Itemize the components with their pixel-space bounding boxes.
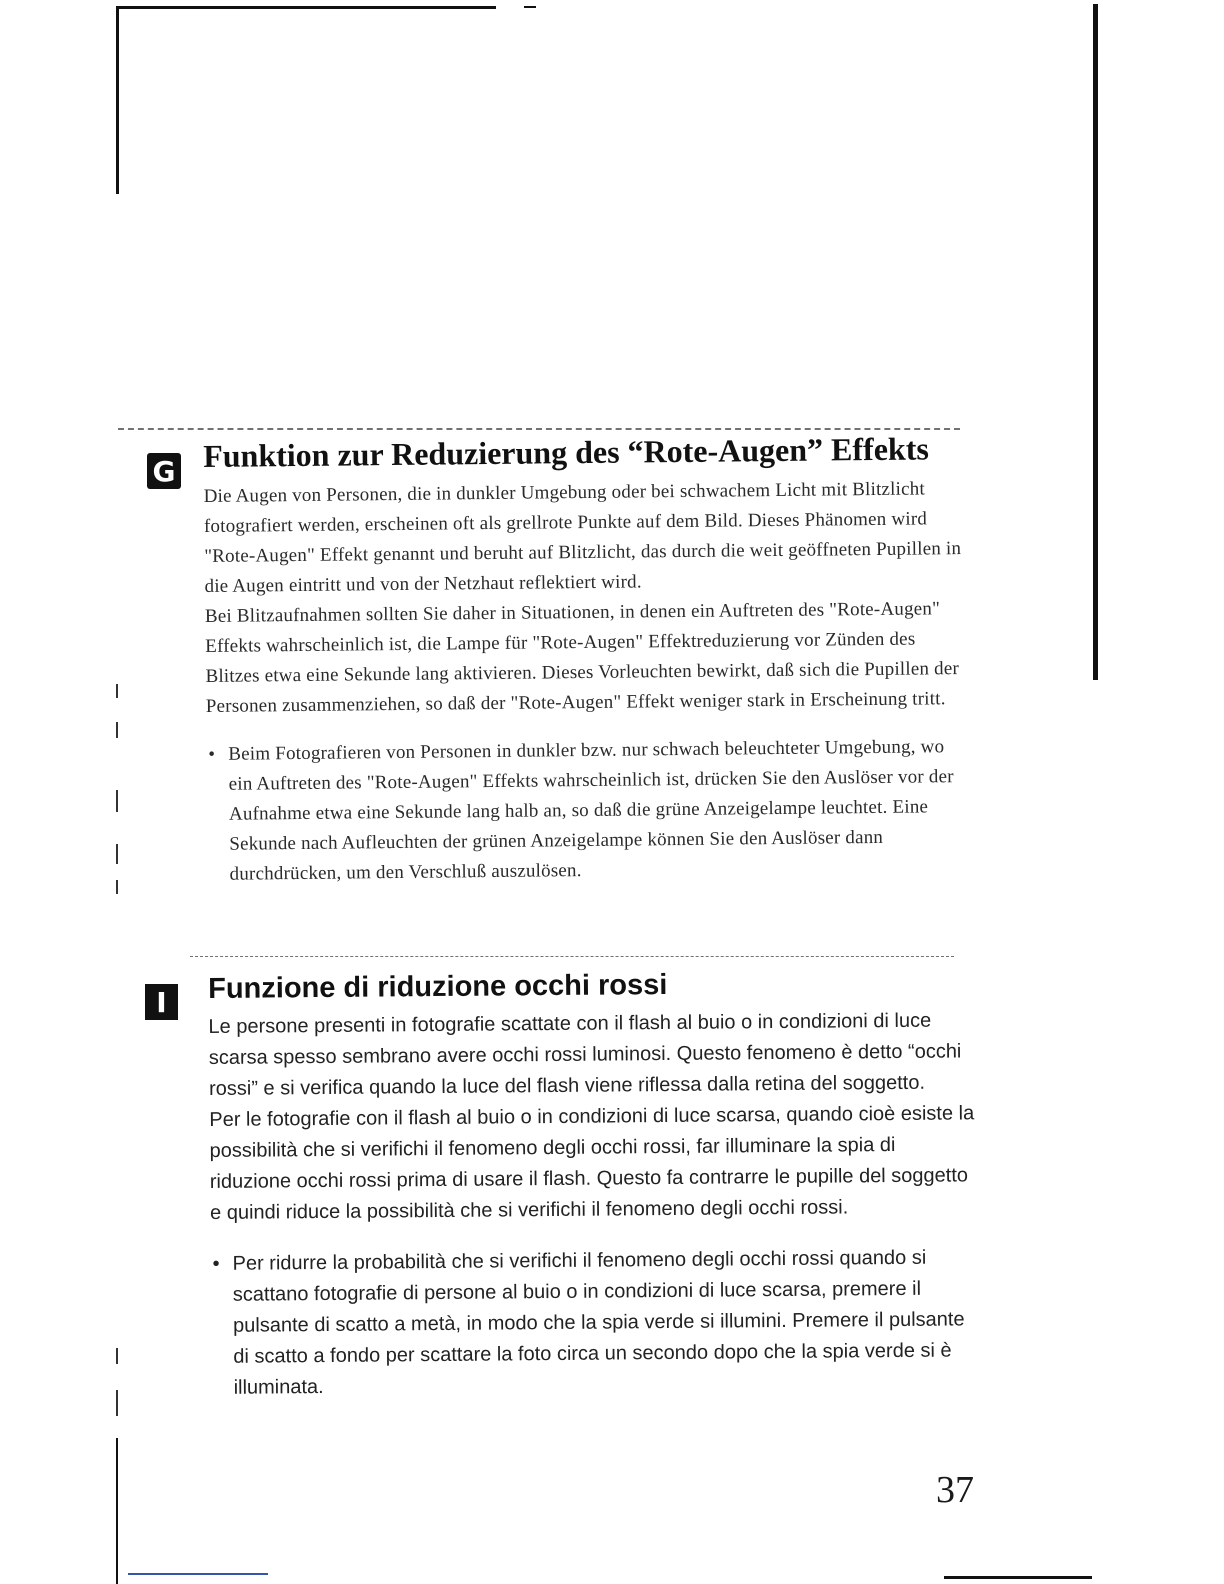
language-badge-german: G xyxy=(147,453,181,489)
italian-paragraph-2: Per le fotografie con il flash al buio o in condizioni di luce scarsa, quando cioè esiste la possibilità che si verifichi il fenomeno degli occhi rossi, far illuminare la spia di riduzione occhi rossi prima di usare il flash. Questo fa contrarre le pupille del soggetto e quindi riduce la possibilità che si verifichi il fenomeno degli occhi rossi. xyxy=(209,1102,975,1224)
german-paragraph-1: Die Augen von Personen, die in dunkler Umgebung oder bei schwachem Licht mit Blitzlicht fotografiert werden, erscheinen oft als grellrote Punkte auf dem Bild. Dieses Phänomen wird "Rote-Augen" Effekt genannt und beruht auf Blitzlicht, das durch die weit geöffneten Pupillen in die Augen eintritt und von der Netzhaut reflektiert wird. xyxy=(203,478,962,597)
scan-tick xyxy=(116,722,118,738)
german-bullet-note: • Beim Fotografieren von Personen in dunkler bzw. nur schwach beleuchteter Umgebung, wo ein Auftreten des "Rote-Augen" Effekts wahrscheinlich ist, drücken Sie den Auslöser vor der Aufnahme etwa eine Sekunde lang halb an, so daß die grüne Anzeigelampe leuchtet. Eine Sekunde nach Aufleuchten der grünen Anzeigelampe können Sie den Auslöser dann durchdrücken, um den Verschluß auszulösen. xyxy=(206,732,968,890)
scan-frame-left xyxy=(116,6,119,194)
scan-frame-bottom-right xyxy=(944,1576,1092,1579)
page-number: 37 xyxy=(936,1469,974,1511)
language-badge-italian: I xyxy=(145,984,178,1020)
scan-frame-bottom-left xyxy=(128,1573,268,1575)
scan-tick xyxy=(116,1348,118,1364)
italian-heading: Funzione di riduzione occhi rossi xyxy=(208,968,668,1005)
german-section xyxy=(203,428,968,890)
scan-tick xyxy=(116,880,118,894)
italian-section xyxy=(208,963,982,1404)
scan-tick xyxy=(116,1390,118,1416)
italian-paragraph-1: Le persone presenti in fotografie scattate con il flash al buio o in condizioni di luce scarsa spesso sembrano avere occhi rossi luminosi. Questo fenomeno è detto “occhi rossi” e si verifica quando la luce del flash viene riflessa dalla retina del soggetto. xyxy=(208,1009,962,1100)
german-paragraph-2: Bei Blitzaufnahmen sollten Sie daher in Situationen, in denen ein Auftreten des "Rote-Augen" Effekts wahrscheinlich ist, die Lampe für "Rote-Augen" Effektreduzierung vor Zünden des Blitzes etwa eine Sekunde lang aktivieren. Dieses Vorleuchten bewirkt, daß sich die Pupillen der Personen zusammenziehen, so daß der "Rote-Augen" Effekt weniger stark in Erscheinung tritt. xyxy=(204,598,960,717)
italian-bullet-note: • Per ridurre la probabilità che si verifichi il fenomeno degli occhi rossi quando si scattano fotografie di persone al buio o in condizioni di luce scarsa, premere il pulsante di scatto a metà, in modo che la spia verde si illumini. Premere il pulsante di scatto a fondo per scattare la foto circa un secondo dopo che la spia verde si è illuminata. xyxy=(210,1242,981,1404)
scan-frame-left-lower xyxy=(116,1438,118,1584)
scan-frame-top-mark xyxy=(524,6,536,8)
section-divider-middle xyxy=(190,956,954,957)
scan-frame-top xyxy=(116,6,496,9)
scan-tick xyxy=(116,684,118,698)
scan-tick xyxy=(116,790,118,812)
scan-tick xyxy=(116,844,118,864)
scan-frame-right xyxy=(1093,4,1098,680)
german-heading: Funktion zur Reduzierung des “Rote-Augen” Effekts xyxy=(203,430,930,474)
